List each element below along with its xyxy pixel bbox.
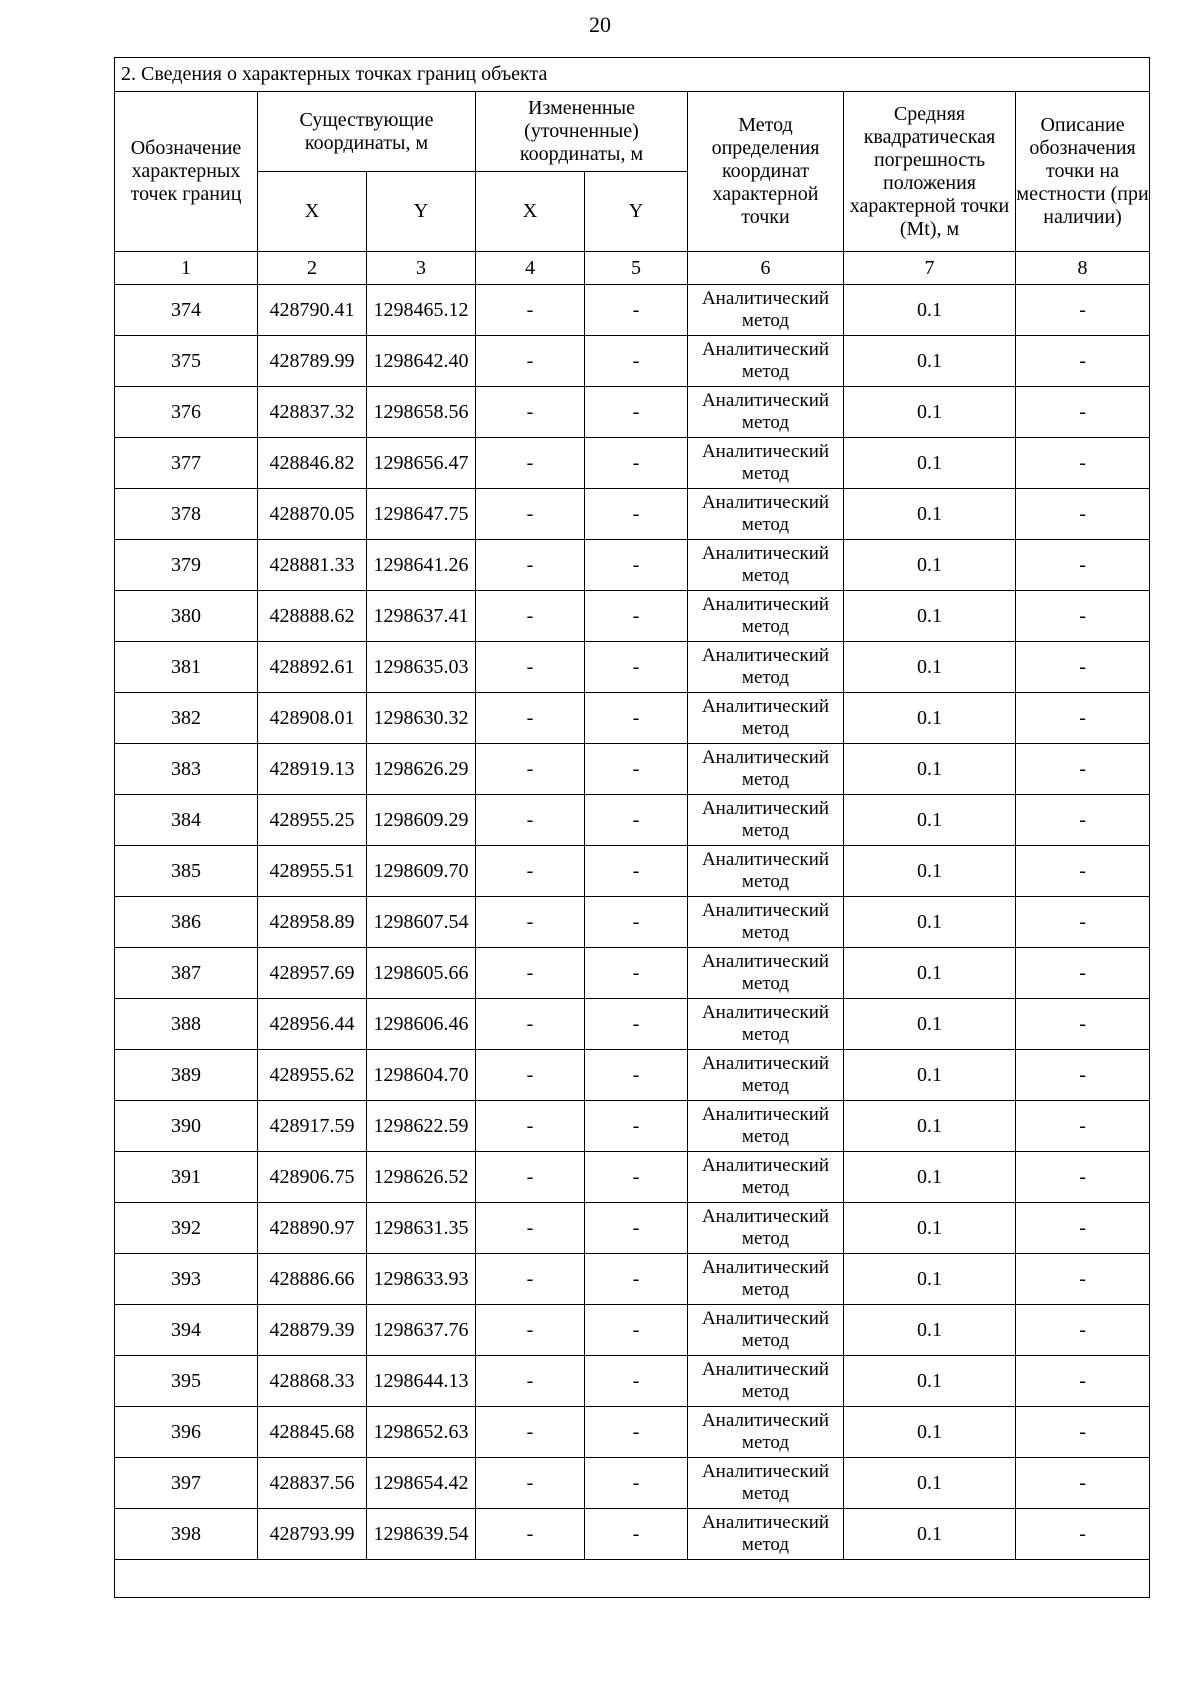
description-cell: - — [1016, 846, 1150, 897]
method-line-2: метод — [741, 1381, 790, 1402]
changed-y-cell: - — [585, 642, 688, 693]
method-line-1: Аналитический — [701, 951, 830, 972]
description-cell: - — [1016, 489, 1150, 540]
method-cell — [688, 489, 844, 540]
point-id-cell: 381 — [115, 642, 258, 693]
method-line-2: метод — [741, 922, 790, 943]
table-row — [115, 999, 1150, 1050]
column-number: 5 — [585, 252, 688, 285]
mean-error-cell: 0.1 — [844, 744, 1016, 795]
mean-error-cell: 0.1 — [844, 1152, 1016, 1203]
method-cell — [688, 387, 844, 438]
method-line-2: метод — [741, 1177, 790, 1198]
description-cell: - — [1016, 1305, 1150, 1356]
existing-x-cell: 428955.25 — [258, 795, 367, 846]
mean-error-cell: 0.1 — [844, 1101, 1016, 1152]
existing-x-cell: 428919.13 — [258, 744, 367, 795]
method-line-2: метод — [741, 820, 790, 841]
mean-error-cell: 0.1 — [844, 642, 1016, 693]
empty-footer-row — [115, 1560, 1150, 1598]
changed-y-cell: - — [585, 1050, 688, 1101]
point-id-cell: 383 — [115, 744, 258, 795]
changed-x-cell: - — [476, 336, 585, 387]
point-id-cell: 374 — [115, 285, 258, 336]
point-id-cell: 384 — [115, 795, 258, 846]
table-row — [115, 693, 1150, 744]
changed-x-cell: - — [476, 1356, 585, 1407]
method-cell — [688, 1101, 844, 1152]
table-row — [115, 846, 1150, 897]
method-line-2: метод — [741, 769, 790, 790]
table-row — [115, 642, 1150, 693]
mean-error-cell: 0.1 — [844, 1203, 1016, 1254]
changed-x-cell: - — [476, 438, 585, 489]
point-id-cell: 387 — [115, 948, 258, 999]
changed-x-cell: - — [476, 999, 585, 1050]
changed-y-cell: - — [585, 744, 688, 795]
existing-y-cell: 1298635.03 — [367, 642, 476, 693]
description-cell: - — [1016, 336, 1150, 387]
table-row — [115, 897, 1150, 948]
changed-y-cell: - — [585, 387, 688, 438]
mean-error-cell: 0.1 — [844, 1254, 1016, 1305]
description-cell: - — [1016, 1050, 1150, 1101]
table-row — [115, 744, 1150, 795]
description-cell: - — [1016, 1458, 1150, 1509]
method-line-1: Аналитический — [701, 1206, 830, 1227]
method-line-1: Аналитический — [701, 696, 830, 717]
mean-error-cell: 0.1 — [844, 846, 1016, 897]
point-id-cell: 394 — [115, 1305, 258, 1356]
method-line-1: Аналитический — [701, 288, 830, 309]
changed-y-cell: - — [585, 1152, 688, 1203]
existing-y-cell: 1298465.12 — [367, 285, 476, 336]
method-line-2: метод — [741, 463, 790, 484]
point-id-cell: 398 — [115, 1509, 258, 1560]
existing-y-cell: 1298622.59 — [367, 1101, 476, 1152]
column-number: 3 — [367, 252, 476, 285]
existing-x-cell: 428908.01 — [258, 693, 367, 744]
existing-x-cell: 428879.39 — [258, 1305, 367, 1356]
changed-x-cell: - — [476, 1203, 585, 1254]
header-existing-coordinates: Существующие координаты, м — [258, 92, 476, 172]
table-row — [115, 591, 1150, 642]
point-id-cell: 396 — [115, 1407, 258, 1458]
method-cell — [688, 795, 844, 846]
method-line-2: метод — [741, 1483, 790, 1504]
point-id-cell: 390 — [115, 1101, 258, 1152]
method-cell — [688, 642, 844, 693]
table-row — [115, 1254, 1150, 1305]
table-row — [115, 795, 1150, 846]
point-id-cell: 388 — [115, 999, 258, 1050]
mean-error-cell: 0.1 — [844, 1407, 1016, 1458]
changed-x-cell: - — [476, 1509, 585, 1560]
changed-y-cell: - — [585, 438, 688, 489]
point-id-cell: 395 — [115, 1356, 258, 1407]
mean-error-cell: 0.1 — [844, 897, 1016, 948]
changed-y-cell: - — [585, 693, 688, 744]
method-line-2: метод — [741, 1432, 790, 1453]
method-line-1: Аналитический — [701, 849, 830, 870]
existing-y-cell: 1298606.46 — [367, 999, 476, 1050]
method-line-1: Аналитический — [701, 645, 830, 666]
description-cell: - — [1016, 693, 1150, 744]
table-row — [115, 1458, 1150, 1509]
section-title: 2. Сведения о характерных точках границ объекта — [115, 58, 1150, 92]
description-cell: - — [1016, 1101, 1150, 1152]
point-id-cell: 392 — [115, 1203, 258, 1254]
table-row — [115, 1305, 1150, 1356]
method-cell — [688, 846, 844, 897]
changed-y-cell: - — [585, 285, 688, 336]
changed-x-cell: - — [476, 1101, 585, 1152]
existing-y-cell: 1298644.13 — [367, 1356, 476, 1407]
method-line-1: Аналитический — [701, 339, 830, 360]
description-cell: - — [1016, 438, 1150, 489]
mean-error-cell: 0.1 — [844, 948, 1016, 999]
table-row — [115, 1509, 1150, 1560]
method-line-1: Аналитический — [701, 1053, 830, 1074]
existing-y-cell: 1298631.35 — [367, 1203, 476, 1254]
method-line-1: Аналитический — [701, 1512, 830, 1533]
existing-y-cell: 1298626.52 — [367, 1152, 476, 1203]
existing-x-cell: 428793.99 — [258, 1509, 367, 1560]
changed-x-cell: - — [476, 1407, 585, 1458]
existing-y-cell: 1298647.75 — [367, 489, 476, 540]
method-line-2: метод — [741, 310, 790, 331]
method-cell — [688, 1407, 844, 1458]
changed-y-cell: - — [585, 1458, 688, 1509]
changed-x-cell: - — [476, 1305, 585, 1356]
mean-error-cell: 0.1 — [844, 489, 1016, 540]
point-id-cell: 393 — [115, 1254, 258, 1305]
existing-y-cell: 1298609.29 — [367, 795, 476, 846]
existing-x-cell: 428888.62 — [258, 591, 367, 642]
method-cell — [688, 1305, 844, 1356]
method-cell — [688, 438, 844, 489]
header-changed-x: X — [476, 172, 585, 252]
table-row — [115, 489, 1150, 540]
table-row — [115, 285, 1150, 336]
existing-y-cell: 1298637.41 — [367, 591, 476, 642]
method-cell — [688, 1152, 844, 1203]
changed-y-cell: - — [585, 795, 688, 846]
table-row — [115, 387, 1150, 438]
table-row — [115, 540, 1150, 591]
existing-y-cell: 1298630.32 — [367, 693, 476, 744]
existing-x-cell: 428906.75 — [258, 1152, 367, 1203]
method-cell — [688, 285, 844, 336]
existing-y-cell: 1298639.54 — [367, 1509, 476, 1560]
changed-y-cell: - — [585, 1101, 688, 1152]
changed-x-cell: - — [476, 1050, 585, 1101]
method-line-1: Аналитический — [701, 1104, 830, 1125]
description-cell: - — [1016, 642, 1150, 693]
mean-error-cell: 0.1 — [844, 438, 1016, 489]
mean-error-cell: 0.1 — [844, 540, 1016, 591]
point-id-cell: 382 — [115, 693, 258, 744]
mean-error-cell: 0.1 — [844, 285, 1016, 336]
table-row — [115, 1203, 1150, 1254]
changed-y-cell: - — [585, 591, 688, 642]
changed-x-cell: - — [476, 1254, 585, 1305]
existing-x-cell: 428956.44 — [258, 999, 367, 1050]
method-cell — [688, 1458, 844, 1509]
existing-x-cell: 428890.97 — [258, 1203, 367, 1254]
method-line-1: Аналитический — [701, 1359, 830, 1380]
method-line-1: Аналитический — [701, 390, 830, 411]
description-cell: - — [1016, 999, 1150, 1050]
method-line-1: Аналитический — [701, 1257, 830, 1278]
method-line-1: Аналитический — [701, 594, 830, 615]
description-cell: - — [1016, 1356, 1150, 1407]
changed-x-cell: - — [476, 591, 585, 642]
changed-y-cell: - — [585, 1407, 688, 1458]
method-cell — [688, 591, 844, 642]
point-id-cell: 379 — [115, 540, 258, 591]
point-id-cell: 397 — [115, 1458, 258, 1509]
description-cell: - — [1016, 540, 1150, 591]
existing-y-cell: 1298609.70 — [367, 846, 476, 897]
point-id-cell: 389 — [115, 1050, 258, 1101]
existing-x-cell: 428917.59 — [258, 1101, 367, 1152]
table-row — [115, 1152, 1150, 1203]
changed-x-cell: - — [476, 1152, 585, 1203]
header-changed-y: Y — [585, 172, 688, 252]
point-id-cell: 380 — [115, 591, 258, 642]
method-line-1: Аналитический — [701, 798, 830, 819]
existing-y-cell: 1298626.29 — [367, 744, 476, 795]
method-line-2: метод — [741, 718, 790, 739]
method-line-1: Аналитический — [701, 747, 830, 768]
point-id-cell: 376 — [115, 387, 258, 438]
changed-x-cell: - — [476, 540, 585, 591]
method-line-2: метод — [741, 412, 790, 433]
table-row — [115, 438, 1150, 489]
point-id-cell: 378 — [115, 489, 258, 540]
table-row — [115, 1356, 1150, 1407]
method-line-1: Аналитический — [701, 492, 830, 513]
header-existing-x: X — [258, 172, 367, 252]
method-line-2: метод — [741, 1534, 790, 1555]
method-cell — [688, 693, 844, 744]
mean-error-cell: 0.1 — [844, 1305, 1016, 1356]
point-id-cell: 375 — [115, 336, 258, 387]
method-cell — [688, 1509, 844, 1560]
method-line-1: Аналитический — [701, 1461, 830, 1482]
page-number: 20 — [589, 12, 611, 37]
method-cell — [688, 336, 844, 387]
existing-x-cell: 428957.69 — [258, 948, 367, 999]
point-id-cell: 377 — [115, 438, 258, 489]
changed-x-cell: - — [476, 795, 585, 846]
table-row — [115, 948, 1150, 999]
method-line-1: Аналитический — [701, 1410, 830, 1431]
existing-x-cell: 428868.33 — [258, 1356, 367, 1407]
mean-error-cell: 0.1 — [844, 336, 1016, 387]
method-line-1: Аналитический — [701, 1308, 830, 1329]
method-cell — [688, 744, 844, 795]
mean-error-cell: 0.1 — [844, 1509, 1016, 1560]
changed-x-cell: - — [476, 1458, 585, 1509]
header-existing-y: Y — [367, 172, 476, 252]
mean-error-cell: 0.1 — [844, 999, 1016, 1050]
method-line-2: метод — [741, 973, 790, 994]
method-line-1: Аналитический — [701, 543, 830, 564]
method-line-1: Аналитический — [701, 900, 830, 921]
table-row — [115, 336, 1150, 387]
changed-x-cell: - — [476, 642, 585, 693]
changed-x-cell: - — [476, 489, 585, 540]
method-line-2: метод — [741, 1279, 790, 1300]
method-line-2: метод — [741, 616, 790, 637]
method-cell — [688, 897, 844, 948]
existing-x-cell: 428870.05 — [258, 489, 367, 540]
existing-x-cell: 428846.82 — [258, 438, 367, 489]
existing-x-cell: 428886.66 — [258, 1254, 367, 1305]
column-number: 4 — [476, 252, 585, 285]
mean-error-cell: 0.1 — [844, 795, 1016, 846]
method-cell — [688, 999, 844, 1050]
point-id-cell: 386 — [115, 897, 258, 948]
description-cell: - — [1016, 387, 1150, 438]
method-line-2: метод — [741, 1330, 790, 1351]
description-cell: - — [1016, 1203, 1150, 1254]
changed-x-cell: - — [476, 693, 585, 744]
changed-y-cell: - — [585, 999, 688, 1050]
table-row — [115, 1050, 1150, 1101]
existing-y-cell: 1298604.70 — [367, 1050, 476, 1101]
description-cell: - — [1016, 897, 1150, 948]
column-number: 2 — [258, 252, 367, 285]
changed-x-cell: - — [476, 387, 585, 438]
description-cell: - — [1016, 744, 1150, 795]
method-cell — [688, 1254, 844, 1305]
mean-error-cell: 0.1 — [844, 591, 1016, 642]
existing-x-cell: 428845.68 — [258, 1407, 367, 1458]
description-cell: - — [1016, 795, 1150, 846]
changed-y-cell: - — [585, 1305, 688, 1356]
mean-error-cell: 0.1 — [844, 1356, 1016, 1407]
description-cell: - — [1016, 1407, 1150, 1458]
changed-y-cell: - — [585, 1509, 688, 1560]
changed-y-cell: - — [585, 1203, 688, 1254]
existing-y-cell: 1298637.76 — [367, 1305, 476, 1356]
column-number: 1 — [115, 252, 258, 285]
description-cell: - — [1016, 591, 1150, 642]
changed-x-cell: - — [476, 285, 585, 336]
existing-y-cell: 1298607.54 — [367, 897, 476, 948]
method-line-2: метод — [741, 361, 790, 382]
changed-y-cell: - — [585, 489, 688, 540]
column-number: 6 — [688, 252, 844, 285]
existing-x-cell: 428955.51 — [258, 846, 367, 897]
existing-y-cell: 1298652.63 — [367, 1407, 476, 1458]
description-cell: - — [1016, 1509, 1150, 1560]
boundary-points-table — [114, 57, 1150, 1598]
column-number: 7 — [844, 252, 1016, 285]
existing-y-cell: 1298658.56 — [367, 387, 476, 438]
method-line-2: метод — [741, 565, 790, 586]
changed-y-cell: - — [585, 948, 688, 999]
method-line-2: метод — [741, 1126, 790, 1147]
changed-y-cell: - — [585, 897, 688, 948]
method-line-2: метод — [741, 1024, 790, 1045]
existing-x-cell: 428837.56 — [258, 1458, 367, 1509]
existing-y-cell: 1298605.66 — [367, 948, 476, 999]
existing-x-cell: 428958.89 — [258, 897, 367, 948]
description-cell: - — [1016, 1254, 1150, 1305]
description-cell: - — [1016, 285, 1150, 336]
method-line-2: метод — [741, 1075, 790, 1096]
method-cell — [688, 948, 844, 999]
method-cell — [688, 1203, 844, 1254]
method-line-2: метод — [741, 1228, 790, 1249]
point-id-cell: 391 — [115, 1152, 258, 1203]
existing-x-cell: 428892.61 — [258, 642, 367, 693]
mean-error-cell: 0.1 — [844, 693, 1016, 744]
table-row — [115, 1101, 1150, 1152]
changed-y-cell: - — [585, 846, 688, 897]
header-point-designation: Обозначение характерных точек границ — [115, 92, 258, 252]
description-cell: - — [1016, 1152, 1150, 1203]
method-line-2: метод — [741, 514, 790, 535]
method-line-1: Аналитический — [701, 1155, 830, 1176]
changed-x-cell: - — [476, 897, 585, 948]
header-changed-coordinates: Измененные (уточненные) координаты, м — [476, 92, 688, 172]
header-method: Метод определения координат характерной точки — [688, 92, 844, 252]
changed-y-cell: - — [585, 1356, 688, 1407]
method-cell — [688, 1356, 844, 1407]
changed-x-cell: - — [476, 744, 585, 795]
changed-y-cell: - — [585, 1254, 688, 1305]
existing-x-cell: 428789.99 — [258, 336, 367, 387]
existing-y-cell: 1298641.26 — [367, 540, 476, 591]
method-line-2: метод — [741, 667, 790, 688]
changed-x-cell: - — [476, 846, 585, 897]
changed-x-cell: - — [476, 948, 585, 999]
existing-y-cell: 1298633.93 — [367, 1254, 476, 1305]
method-line-1: Аналитический — [701, 1002, 830, 1023]
header-description: Описание обозначения точки на местности (при наличии) — [1016, 92, 1150, 252]
existing-y-cell: 1298654.42 — [367, 1458, 476, 1509]
existing-x-cell: 428881.33 — [258, 540, 367, 591]
method-cell — [688, 1050, 844, 1101]
existing-y-cell: 1298656.47 — [367, 438, 476, 489]
table-row — [115, 1407, 1150, 1458]
column-number: 8 — [1016, 252, 1150, 285]
existing-x-cell: 428790.41 — [258, 285, 367, 336]
description-cell: - — [1016, 948, 1150, 999]
column-number-row — [115, 252, 1150, 285]
existing-x-cell: 428955.62 — [258, 1050, 367, 1101]
changed-y-cell: - — [585, 540, 688, 591]
mean-error-cell: 0.1 — [844, 1458, 1016, 1509]
method-line-2: метод — [741, 871, 790, 892]
mean-error-cell: 0.1 — [844, 1050, 1016, 1101]
mean-error-cell: 0.1 — [844, 387, 1016, 438]
method-cell — [688, 540, 844, 591]
changed-y-cell: - — [585, 336, 688, 387]
existing-x-cell: 428837.32 — [258, 387, 367, 438]
header-mean-error: Средняя квадратическая погрешность положения характерной точки (Mt), м — [844, 92, 1016, 252]
method-line-1: Аналитический — [701, 441, 830, 462]
point-id-cell: 385 — [115, 846, 258, 897]
existing-y-cell: 1298642.40 — [367, 336, 476, 387]
